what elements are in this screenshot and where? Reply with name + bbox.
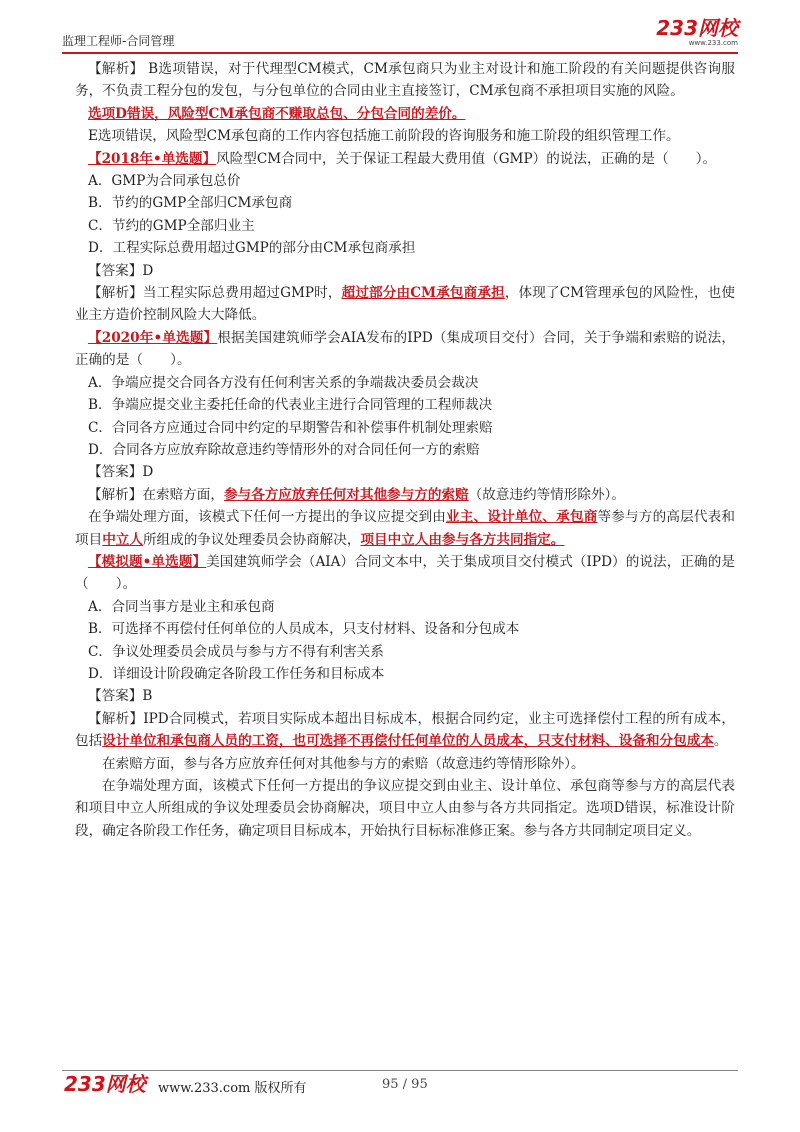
question-3: [75, 551, 735, 596]
highlight: 超过部分由CM承包商承担: [341, 285, 505, 302]
paragraph: 【解析】 B选项错误，对于代理型CM模式，CM承包商只为业主对设计和施工阶段的有关问题提供咨询服务，不负责工程分包的发包，与分包单位的合同由业主直接签订，CM承包商不承担项目实施的风险。: [75, 61, 735, 100]
option: A．GMP为合同承包总价: [88, 173, 241, 190]
text: ，体现了CM管理承包的风险性，也使业主方造价控制风险大大降低。: [75, 285, 735, 324]
question-text: 美国建筑师学会（AIA）合同文本中，关于集成项目交付模式（IPD）的说法，正确的是（ ）。: [75, 553, 735, 593]
explanation: [75, 484, 735, 506]
text: 【解析】在索赔方面，: [88, 486, 224, 503]
text: （故意违约等情形除外）。: [468, 486, 625, 503]
text: 。: [713, 733, 728, 750]
option: D．详细设计阶段确定各阶段工作任务和目标成本: [88, 665, 385, 682]
answer: 【答案】D: [88, 464, 154, 481]
question-2: [75, 327, 735, 372]
logo-text: 233网校: [656, 16, 738, 40]
option: B．争端应提交业主委托任命的代表业主进行合同管理的工程师裁决: [88, 397, 493, 414]
question-1: [75, 148, 735, 170]
highlight: 选项D错误，风险型CM承包商不赚取总包、分包合同的差价。: [88, 105, 466, 122]
paragraph: 在争端处理方面，该模式下任何一方提出的争议应提交到由业主、设计单位、承包商等参与方的高层代表和项目中立人所组成的争议处理委员会协商解决，项目中立人由参与各方共同指定。选项D错误，标准设计阶段，确定各阶段工作任务，确定项目目标成本，开始执行目标标准修正案。参与各方共同制定项目定义。: [75, 778, 735, 839]
text: 【解析】当工程实际总费用超过GMP时，: [88, 285, 342, 302]
option: C．合同各方应通过合同中约定的早期警告和补偿事件机制处理索赔: [88, 419, 493, 436]
question-tag: 【2018年•单选题】: [88, 150, 217, 167]
explanation: [75, 708, 735, 753]
option: C．争议处理委员会成员与参与方不得有利害关系: [88, 643, 384, 660]
footer-logo: 233网校: [64, 1072, 146, 1096]
paragraph: 在索赔方面，参与各方应放弃任何对其他参与方的索赔（故意违约等情形除外）。: [102, 755, 585, 772]
question-tag: 【模拟题•单选题】: [88, 553, 207, 570]
option: B．节约的GMP全部归CM承包商: [88, 195, 293, 212]
highlight: 业主、设计单位、承包商: [446, 509, 598, 526]
option: B．可选择不再偿付任何单位的人员成本，只支付材料、设备和分包成本: [88, 621, 520, 638]
explanation: [75, 282, 735, 327]
text: 等参与方的高层代表和项目: [75, 509, 736, 548]
page-number: 95 / 95: [382, 1077, 428, 1092]
option: A．合同当事方是业主和承包商: [88, 598, 275, 615]
footer-divider: [62, 1070, 738, 1071]
paragraph: E选项错误，风险型CM承包商的工作内容包括施工前阶段的咨询服务和施工阶段的组织管理工作。: [88, 128, 680, 145]
highlight: 中立人: [102, 531, 143, 548]
document-body: [75, 58, 735, 842]
page-footer: [62, 1073, 738, 1097]
page-header: [62, 18, 738, 52]
option: A．争端应提交合同各方没有任何利害关系的争端裁决委员会裁决: [88, 374, 479, 391]
answer: 【答案】D: [88, 262, 154, 279]
text: 所组成的争议处理委员会协商解决，: [142, 531, 361, 548]
text: 在争端处理方面，该模式下任何一方提出的争议应提交到由: [88, 509, 447, 526]
question-tag: 【2020年•单选题】: [88, 329, 218, 346]
answer: 【答案】B: [88, 688, 153, 705]
brand-logo: [656, 18, 738, 47]
header-divider: [62, 52, 738, 54]
highlight: 设计单位和承包商人员的工资，也可选择不再偿付任何单位的人员成本，只支付材料、设备和分包成本: [102, 733, 714, 750]
question-text: 风险型CM合同中，关于保证工程最大费用值（GMP）的说法，正确的是（ ）。: [216, 150, 717, 167]
paragraph: [75, 506, 735, 551]
highlight: 参与各方应放弃任何对其他参与方的索赔: [223, 486, 469, 503]
question-text: 根据美国建筑师学会AIA发布的IPD（集成项目交付）合同，关于争端和索赔的说法，正确的是（ ）。: [75, 329, 735, 369]
text: 【解析】IPD合同模式，若项目实际成本超出目标成本，根据合同约定，业主可选择偿付工程的所有成本，包括: [75, 710, 735, 750]
option: D．合同各方应放弃除故意违约等情形外的对合同任何一方的索赔: [88, 441, 480, 458]
highlight: 项目中立人由参与各方共同指定。: [360, 531, 565, 548]
paragraph: [75, 103, 735, 125]
option: D．工程实际总费用超过GMP的部分由CM承包商承担: [88, 240, 416, 257]
header-title: 监理工程师-合同管理: [62, 34, 175, 48]
logo-url: www.233.com: [688, 39, 738, 47]
footer-copyright: www.233.com 版权所有: [158, 1081, 307, 1096]
option: C．节约的GMP全部归业主: [88, 217, 255, 234]
